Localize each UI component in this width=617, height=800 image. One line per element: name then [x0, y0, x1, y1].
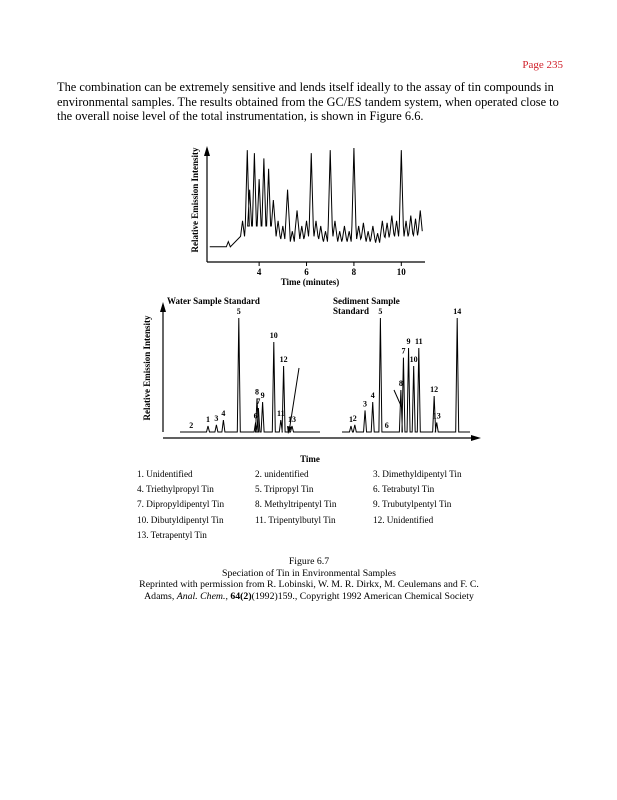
legend-item: 13. Tetrapentyl Tin: [137, 529, 207, 540]
water-peak-label: 12: [279, 355, 288, 364]
sediment-peak-label: 9: [406, 337, 411, 346]
water-trace-line: [180, 318, 320, 432]
bottom-y-arrow-icon: [160, 302, 166, 312]
sediment-peak-label: 8: [398, 379, 403, 388]
legend-item: 2. unidentified: [255, 469, 309, 479]
caption-copyright: (1992)159., Copyright 1992 American Chemical Society: [251, 590, 474, 602]
sediment-trace-line: [342, 318, 470, 432]
sediment-peak-label: 7: [401, 346, 406, 356]
legend-row: [137, 482, 507, 497]
caption-authors-end: Adams,: [144, 590, 177, 602]
legend-item: 10. Dibutyldipentyl Tin: [137, 514, 224, 525]
caption-credit-line1: Reprinted with permission from R. Lobinski, W. M. R. Dirkx, M. Ceulemans and F. C.: [139, 579, 479, 590]
legend-item: 8. Methyltripentyl Tin: [255, 499, 337, 510]
water-peak-label: 1: [206, 415, 210, 424]
bottom-chromatograms: [142, 296, 481, 464]
sediment-peak-label: 6: [384, 421, 389, 430]
caption-figure-number: Figure 6.7: [288, 556, 330, 567]
top-chromatogram: [190, 146, 425, 287]
sediment-peak-label: 2: [352, 413, 357, 423]
top-trace-line: [210, 148, 423, 247]
sediment-peak-label: 13: [432, 411, 441, 421]
legend-row: [137, 513, 507, 528]
water-peak-label: 11: [277, 409, 285, 418]
bottom-x-label: Time: [300, 454, 320, 464]
water-peak-label: 2: [189, 421, 194, 430]
legend-item: 12. Unidentified: [373, 514, 434, 525]
top-y-arrow-icon: [204, 146, 210, 156]
sediment-peak-label: 12: [430, 385, 439, 394]
caption-volume: 64: [230, 590, 241, 602]
water-title: Water Sample Standard: [167, 296, 260, 306]
caption-journal: Anal. Chem.: [176, 590, 226, 602]
figure-caption: [110, 556, 508, 602]
top-x-label: Time (minutes): [280, 277, 340, 287]
sediment-peak-label: 11: [415, 337, 423, 346]
sediment-title-line1: Sediment Sample: [333, 296, 400, 306]
legend-item: 9. Trubutylpentyl Tin: [373, 499, 452, 510]
sediment-peak-label: 14: [453, 307, 462, 316]
water-peak-label: 6: [253, 411, 258, 421]
caption-sep: ,: [225, 590, 231, 602]
water-peak-label: 4: [221, 409, 226, 418]
compound-legend: [137, 467, 507, 543]
page-number: Page 235: [522, 59, 563, 71]
legend-item: 7. Dipropyldipentyl Tin: [137, 499, 225, 510]
water-peak-labels: [189, 307, 296, 430]
top-x-ticks: [257, 262, 406, 277]
intro-paragraph: The combination can be extremely sensitive and lends itself ideally to the assay of tin compounds in environmental samples. The results obtained from the GC/ES tandem system, when operated close to the overall noise level of the total instrumentation, is shown in Figure 6.6.: [57, 80, 559, 124]
sediment-peak-label: 1: [348, 415, 353, 424]
bottom-x-arrow-icon: [471, 435, 481, 441]
sediment-peak-label: 3: [363, 399, 368, 409]
bottom-y-label: Relative Emission Intensity: [142, 315, 152, 421]
water-peak-label: 9: [260, 391, 265, 400]
sediment-peak-labels: [349, 307, 461, 430]
legend-item: 4. Triethylpropyl Tin: [137, 484, 214, 495]
caption-title: Speciation of Tin in Environmental Samples: [222, 567, 396, 579]
legend-item: 6. Tetrabutyl Tin: [373, 484, 435, 495]
legend-row: [137, 467, 507, 482]
legend-row: [137, 528, 507, 543]
water-peak-label: 13: [288, 415, 296, 424]
legend-item: 3. Dimethyldipentyl Tin: [373, 469, 462, 479]
water-peak-label: 5: [236, 307, 241, 316]
water-peak-label: 3: [214, 413, 219, 423]
top-x-tick-label: 8: [351, 267, 357, 277]
top-y-label: Relative Emission Intensity: [190, 147, 200, 253]
top-x-tick-label: 4: [256, 267, 262, 277]
caption-issue: (2): [240, 590, 252, 602]
sediment-peak-label: 5: [378, 307, 383, 316]
water-peak-label: 7: [256, 397, 261, 406]
top-x-tick-label: 10: [396, 267, 406, 277]
top-x-tick-label: 6: [304, 267, 309, 277]
legend-item: 1. Unidentified: [137, 469, 193, 479]
sediment-peak-label: 10: [409, 355, 418, 364]
caption-credit-line2: [110, 591, 508, 603]
sediment-title-line2: Standard: [333, 306, 370, 316]
legend-item: 11. Tripentylbutyl Tin: [255, 514, 336, 525]
legend-row: [137, 497, 507, 512]
sediment-peak-label: 4: [370, 391, 375, 400]
water-peak-label: 8: [255, 387, 259, 397]
water-peak-label: 10: [269, 331, 278, 340]
legend-item: 5. Tripropyl Tin: [255, 484, 314, 495]
